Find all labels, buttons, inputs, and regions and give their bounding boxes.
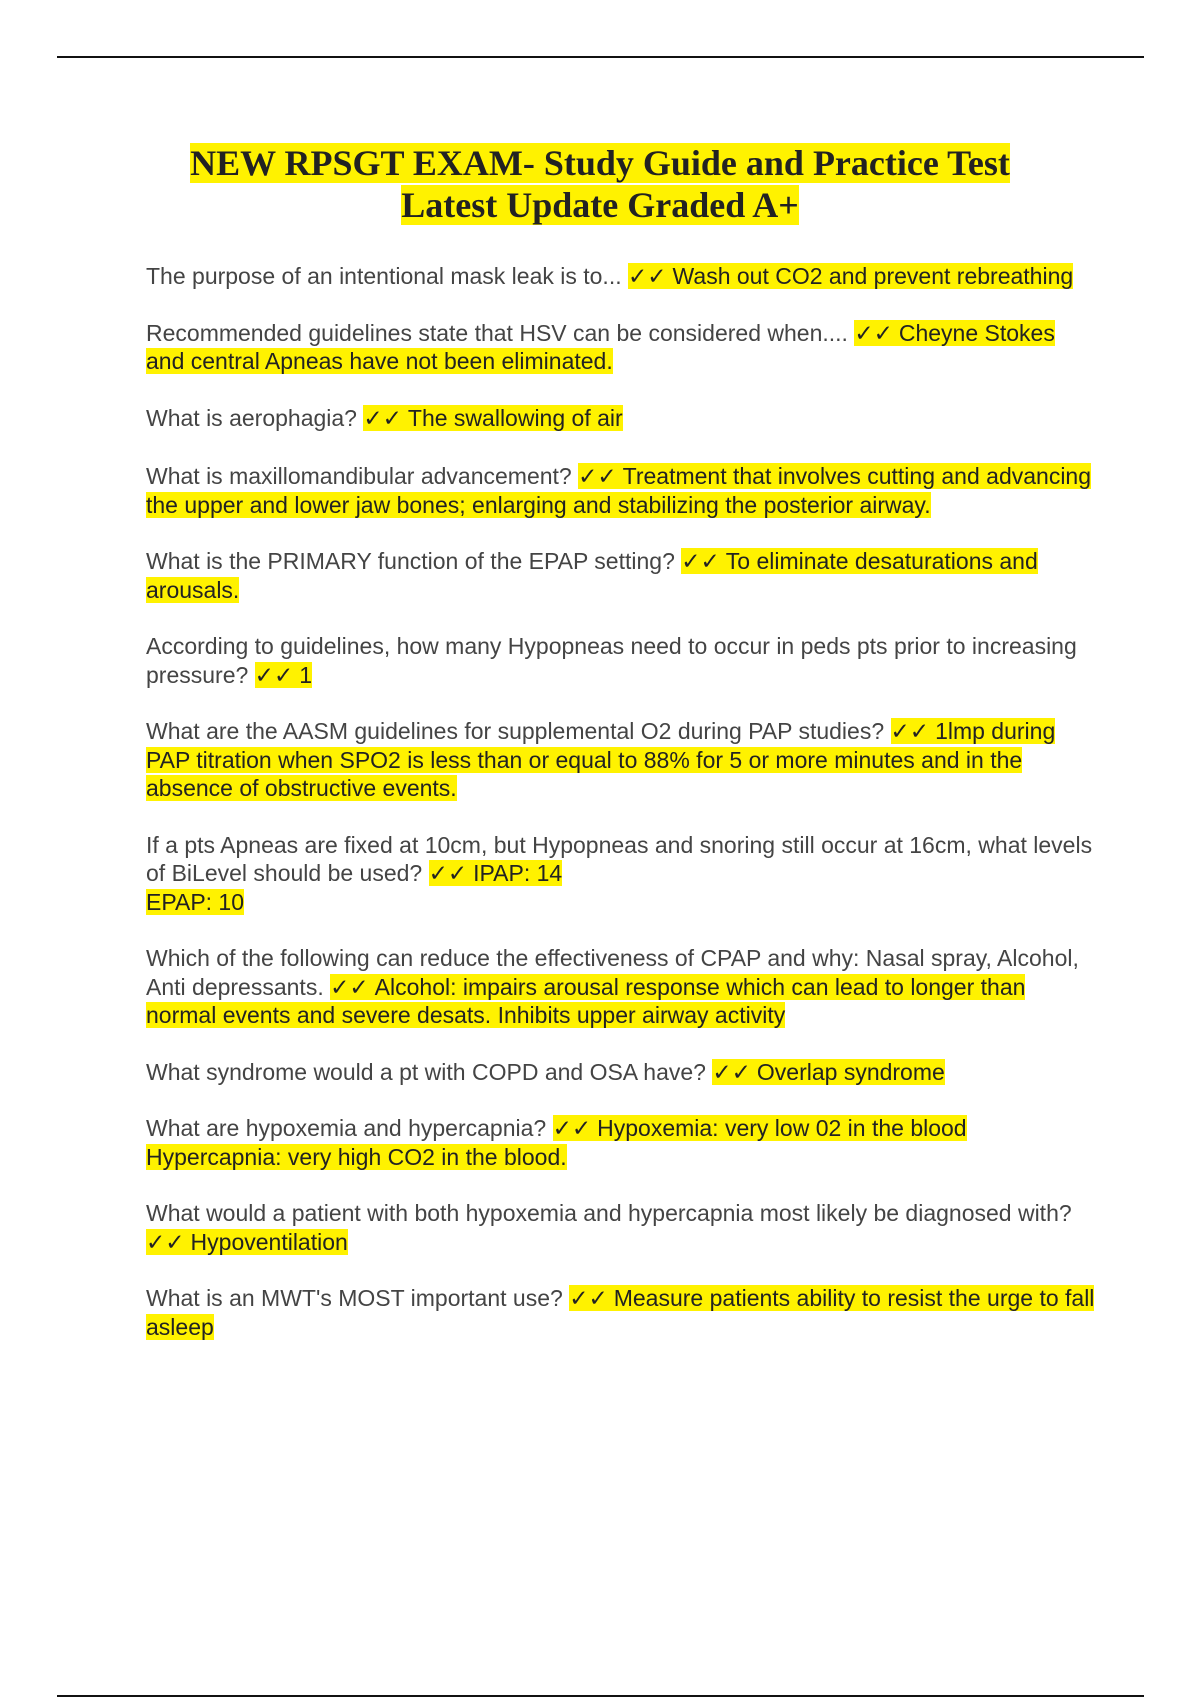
double-check-icon: ✓✓ [330,973,369,1000]
answer-highlight [628,263,1073,289]
answer-text: IPAP: 14 [473,860,563,886]
double-check-icon: ✓✓ [254,661,294,688]
answer-text: Hypercapnia: very high CO2 in the blood. [146,1143,567,1170]
answer-highlight [553,1115,967,1141]
answer-text: The swallowing of air [407,404,623,431]
question-text: The purpose of an intentional mask leak is to... [146,263,622,289]
qa-item [146,319,1096,376]
top-rule [57,56,1144,58]
question-text: What are hypoxemia and hypercapnia? [146,1115,547,1141]
double-check-icon: ✓✓ [578,463,617,489]
answer-text: Alcohol: impairs arousal response which can lead to longer than normal events and severe desats. Inhibits upper airway activity [146,973,1026,1028]
answer-text: To eliminate desaturations and arousals. [146,548,1038,603]
question-text: What is the PRIMARY function of the EPAP setting? [146,548,675,574]
double-check-icon: ✓✓ [712,1058,751,1085]
double-check-icon: ✓✓ [854,319,893,346]
title-line-2: Latest Update Graded A+ [401,185,799,225]
answer-highlight [146,889,244,915]
answer-text: 1 [299,661,313,688]
double-check-icon: ✓✓ [569,1285,608,1311]
answer-highlight [429,860,563,886]
qa-list [146,262,1096,1341]
answer-highlight [146,1144,567,1170]
qa-item [146,1058,1096,1087]
qa-item [146,262,1096,291]
answer-text: Hypoventilation [190,1228,348,1255]
double-check-icon: ✓✓ [552,1115,592,1141]
question-text: Which of the following can reduce the effectiveness of CPAP and why: Nasal spray, Alcohol, Anti depressants. [146,945,1079,1000]
answer-highlight [146,1229,348,1255]
double-check-icon: ✓✓ [681,548,720,574]
double-check-icon: ✓✓ [428,860,468,886]
answer-text: Measure patients ability to resist the urge to fall asleep [146,1285,1095,1340]
answer-text: Cheyne Stokes and central Apneas have not been eliminated. [146,319,1055,374]
double-check-icon: ✓✓ [890,718,930,744]
qa-item [146,1199,1096,1256]
answer-highlight [255,662,312,688]
question-text: What is an MWT's MOST important use? [146,1285,563,1311]
qa-item [146,717,1096,803]
qa-item [146,944,1096,1030]
answer-text: Wash out CO2 and prevent rebreathing [672,263,1074,289]
qa-item [146,547,1096,604]
answer-text: Overlap syndrome [756,1058,945,1085]
question-text: Recommended guidelines state that HSV can be considered when.... [146,319,848,346]
qa-item [146,1114,1096,1171]
double-check-icon: ✓✓ [628,263,667,289]
bottom-rule [57,1695,1144,1697]
double-check-icon: ✓✓ [363,404,402,431]
qa-item [146,831,1096,917]
question-text: What is maxillomandibular advancement? [146,463,572,489]
answer-highlight [712,1059,944,1085]
qa-item [146,462,1096,519]
question-text: What syndrome would a pt with COPD and OSA have? [146,1058,706,1085]
question-text: What is aerophagia? [146,404,357,431]
title-line-1: NEW RPSGT EXAM- Study Guide and Practice Test [190,143,1010,183]
answer-highlight [363,405,622,431]
qa-item [146,404,1096,433]
question-text: If a pts Apneas are fixed at 10cm, but Hypopneas and snoring still occur at 16cm, what levels of BiLevel should be used? [146,831,1093,886]
qa-item [146,632,1096,689]
question-text: According to guidelines, how many Hypopneas need to occur in peds pts prior to increasing pressure? [146,633,1077,688]
document-title [100,142,1100,226]
qa-item [146,1284,1096,1341]
answer-text: Hypoxemia: very low 02 in the blood [597,1115,967,1141]
answer-text: EPAP: 10 [146,888,245,915]
question-text: What are the AASM guidelines for supplemental O2 during PAP studies? [146,718,885,744]
answer-text: Treatment that involves cutting and advancing the upper and lower jaw bones; enlarging and stabilizing the posterior airway. [146,463,1092,518]
answer-text: 1lmp during PAP titration when SPO2 is less than or equal to 88% for 5 or more minutes and in the absence of obstructive events. [146,718,1056,801]
question-text: What would a patient with both hypoxemia and hypercapnia most likely be diagnosed with? [146,1200,1072,1226]
double-check-icon: ✓✓ [146,1228,185,1255]
